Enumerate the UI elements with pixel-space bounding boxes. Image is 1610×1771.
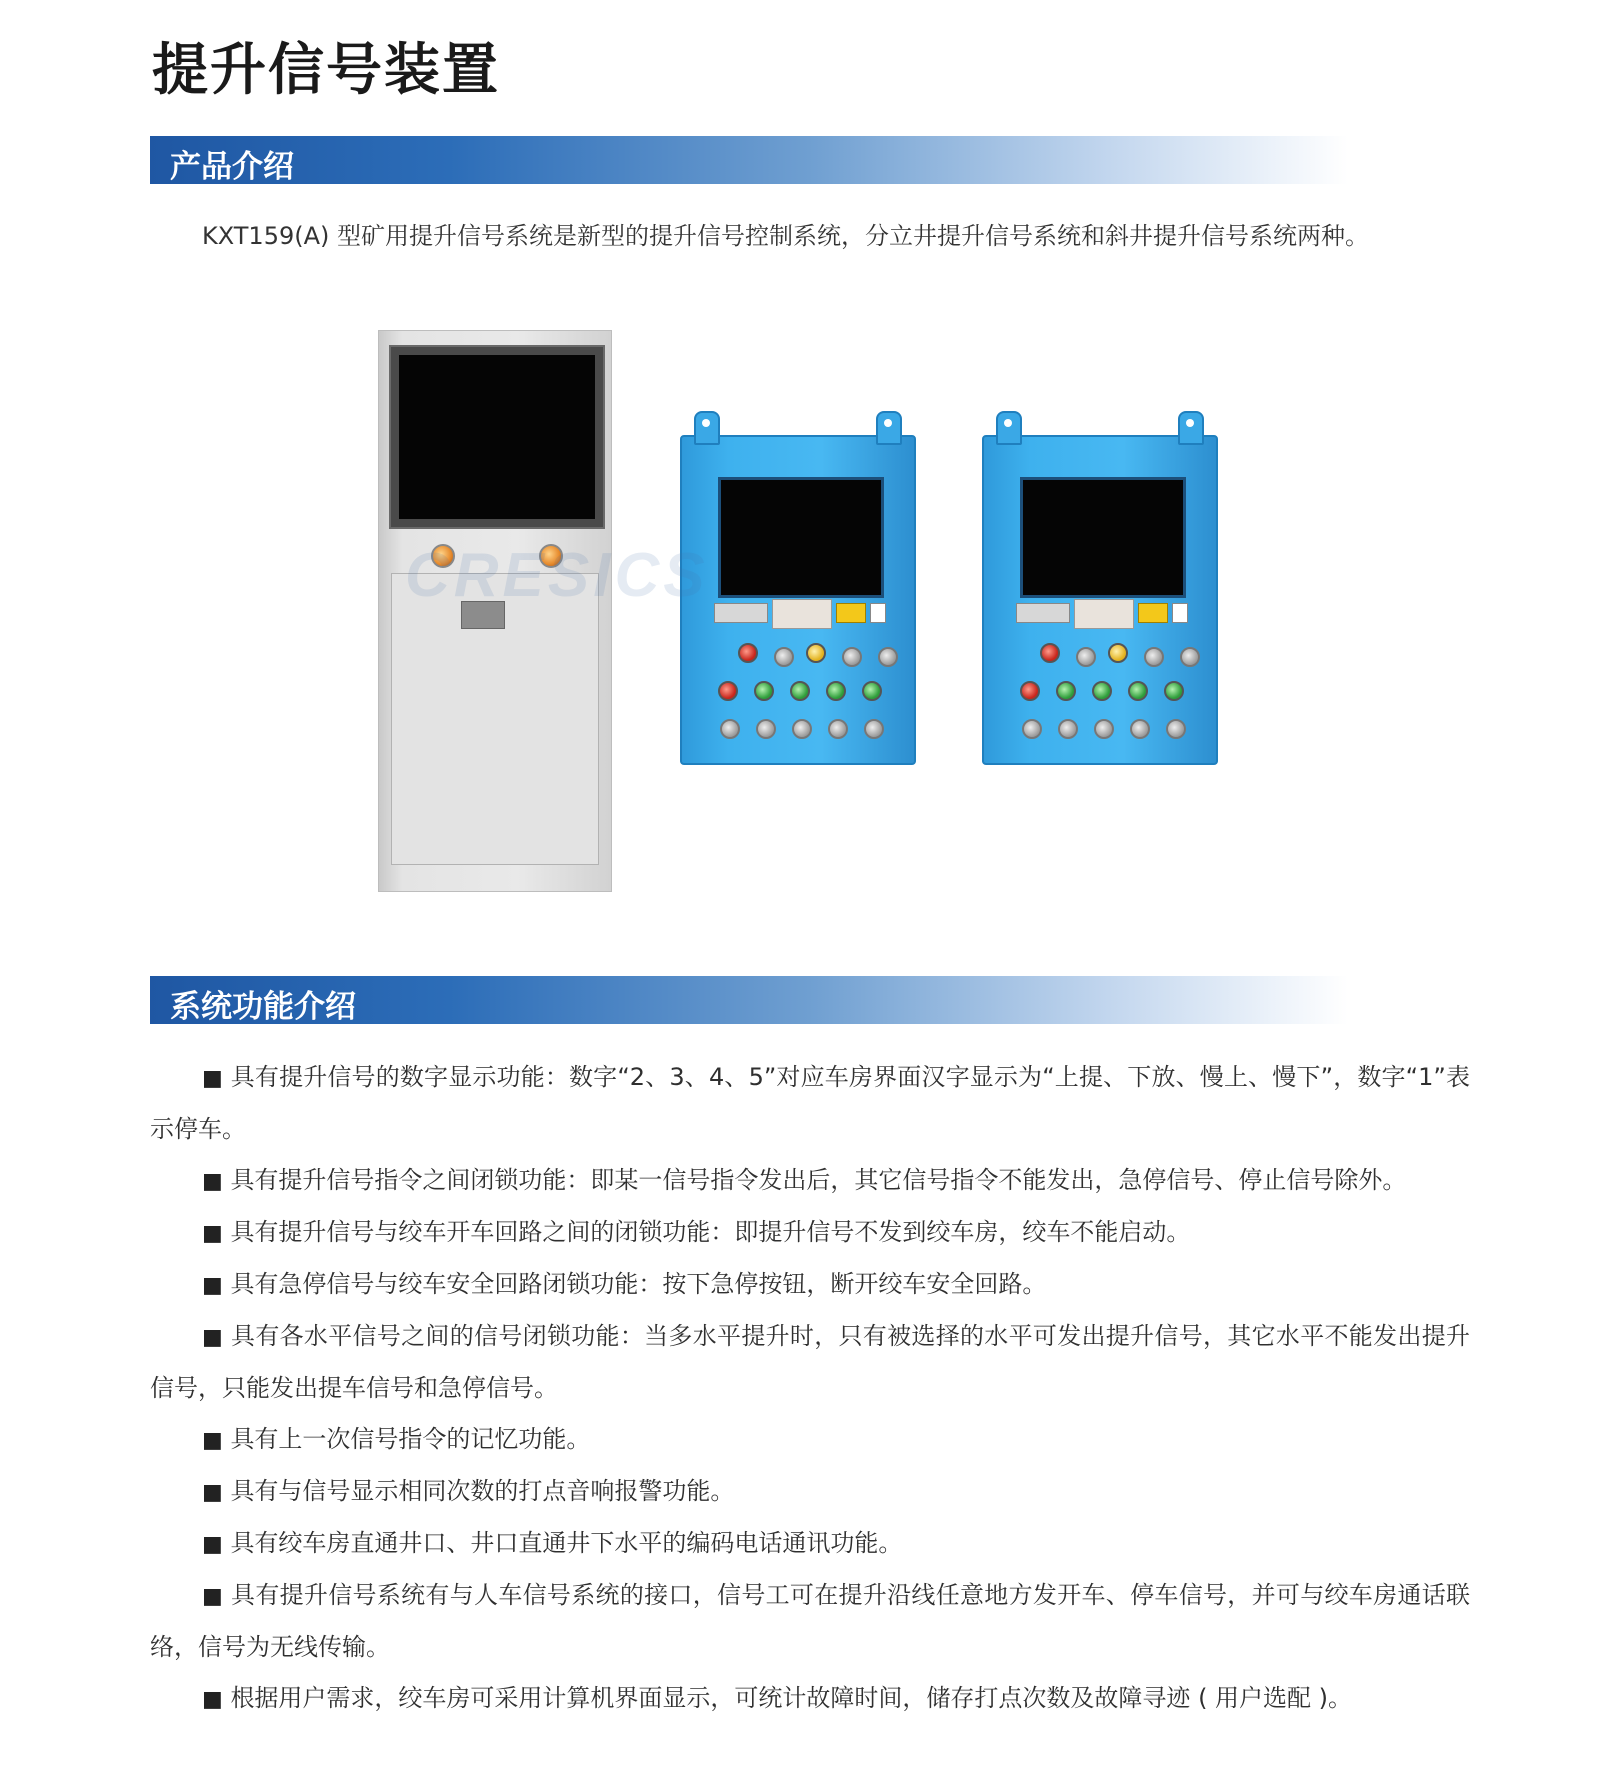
section-header-intro [150,136,1348,184]
bullet-icon: ■ [202,1066,223,1091]
knob-red [738,643,758,663]
signal-box-2 [982,435,1218,765]
ex-label [1016,603,1070,623]
watermark-logo: CRESICS [405,541,709,610]
signal-box-1 [680,435,916,765]
feature-text: 具有与信号显示相同次数的打点音响报警功能。 [230,1477,735,1505]
knob-grey [720,719,740,739]
bullet-icon: ■ [202,1584,224,1609]
control-cabinet [378,330,612,892]
ex-label [714,603,768,623]
mounting-ear [1178,411,1204,445]
knob-green [1164,681,1184,701]
box-label-row [1016,603,1186,625]
bullet-icon: ■ [202,1480,223,1505]
feature-list [150,1052,1470,1725]
knob-grey [792,719,812,739]
cabinet-screen [399,355,595,519]
knob-grey [1094,719,1114,739]
feature-text: 具有上一次信号指令的记忆功能。 [230,1425,591,1453]
feature-text: 具有提升信号与绞车开车回路之间的闭锁功能：即提升信号不发到绞车房，绞车不能启动。 [230,1218,1191,1246]
knob-red [1040,643,1060,663]
mounting-ear [694,411,720,445]
section-header-features [150,976,1348,1024]
bullet-icon: ■ [202,1273,223,1298]
knob-green [790,681,810,701]
knob-green [1092,681,1112,701]
knob-yellow [806,643,826,663]
box-screen [1020,477,1186,598]
bullet-icon: ■ [202,1532,223,1557]
cabinet-screen-frame [389,345,605,529]
safety-mark [1172,603,1188,623]
bullet-icon: ■ [202,1428,223,1453]
feature-text: 具有绞车房直通井口、井口直通井下水平的编码电话通讯功能。 [230,1529,903,1557]
feature-item [150,1311,1470,1414]
ma-mark [836,603,866,623]
knob-grey [1022,719,1042,739]
feature-item [150,1052,1470,1155]
section-title-features: 系统功能介绍 [170,989,356,1025]
feature-item [150,1414,1470,1466]
feature-text: 具有急停信号与绞车安全回路闭锁功能：按下急停按钮，断开绞车安全回路。 [230,1270,1047,1298]
safety-mark [870,603,886,623]
feature-item [150,1466,1470,1518]
knob-yellow [1108,643,1128,663]
knob-grey [828,719,848,739]
knob-grey [864,719,884,739]
knob-grey [1130,719,1150,739]
page-title: 提升信号装置 [152,38,500,103]
bullet-icon: ■ [202,1221,223,1246]
bullet-icon: ■ [202,1687,223,1712]
box-screen [718,477,884,598]
spec-plate [772,599,832,629]
feature-item [150,1673,1470,1725]
knob-grey [878,647,898,667]
knob-red [718,681,738,701]
section-title-intro: 产品介绍 [170,149,294,185]
bullet-icon: ■ [202,1325,224,1350]
box-label-row [714,603,884,625]
knob-grey [774,647,794,667]
feature-item [150,1518,1470,1570]
knob-grey [1166,719,1186,739]
knob-grey [756,719,776,739]
feature-item [150,1155,1470,1207]
knob-green [1056,681,1076,701]
knob-grey [1076,647,1096,667]
ma-mark [1138,603,1168,623]
mounting-ear [996,411,1022,445]
feature-text: 具有各水平信号之间的信号闭锁功能：当多水平提升时，只有被选择的水平可发出提升信号，其它水平不能发出提升信号，只能发出提车信号和急停信号。 [150,1322,1470,1402]
bullet-icon: ■ [202,1169,223,1194]
feature-item [150,1259,1470,1311]
feature-text: 具有提升信号的数字显示功能：数字“2、3、4、5”对应车房界面汉字显示为“上提、下放、慢上、慢下”，数字“1”表示停车。 [150,1063,1470,1143]
knob-grey [1058,719,1078,739]
knob-green [754,681,774,701]
knob-red [1020,681,1040,701]
feature-text: 具有提升信号指令之间闭锁功能：即某一信号指令发出后，其它信号指令不能发出，急停信号、停止信号除外。 [230,1166,1407,1194]
knob-grey [1144,647,1164,667]
knob-green [862,681,882,701]
knob-green [826,681,846,701]
spec-plate [1074,599,1134,629]
feature-text: 具有提升信号系统有与人车信号系统的接口，信号工可在提升沿线任意地方发开车、停车信号，并可与绞车房通话联络，信号为无线传输。 [150,1581,1470,1661]
mounting-ear [876,411,902,445]
knob-grey [842,647,862,667]
intro-paragraph: KXT159(A) 型矿用提升信号系统是新型的提升信号控制系统，分立井提升信号系统和斜井提升信号系统两种。 [202,222,1369,250]
knob-grey [1180,647,1200,667]
feature-item [150,1207,1470,1259]
feature-text: 根据用户需求，绞车房可采用计算机界面显示，可统计故障时间，储存打点次数及故障寻迹 ( 用户选配 )。 [230,1684,1353,1712]
feature-item [150,1570,1470,1673]
knob-green [1128,681,1148,701]
